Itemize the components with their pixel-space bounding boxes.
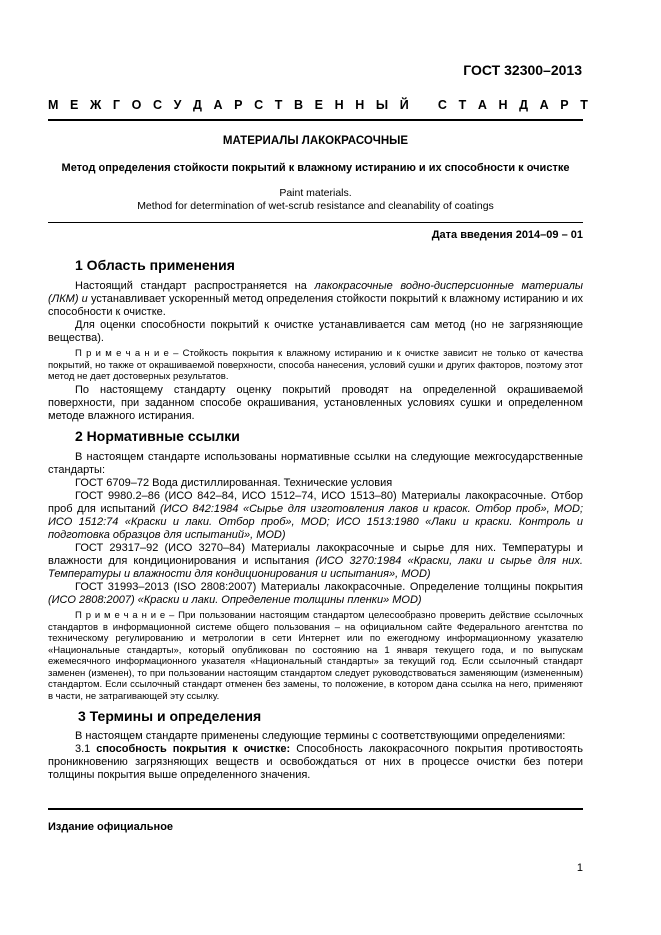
text-run: Настоящий стандарт распространяется на	[75, 280, 315, 292]
english-title-line2: Method for determination of wet-scrub resistance and cleanability of coatings	[137, 200, 494, 212]
section-1-paragraph-2: Для оценки способности покрытий к очистке устанавливается сам метод (но не загрязняющие вещества).	[48, 319, 583, 344]
banner-letter: Й	[399, 98, 409, 112]
reference-gost-9980	[48, 490, 583, 542]
note-text: Стойкость покрытия к влажному истиранию и к очистке зависит не только от качества покрытий, но также от окрашиваемой поверхности, способа нанесения, условий сушки и других факторов, поэтому этот метод не дает достоверных результатов.	[48, 348, 583, 382]
banner-letter: Ж	[89, 98, 102, 112]
text-run-italic: (ИСО 3270:1984 «Краски, лаки и сырье для них. Температуры и влажности для кондиционирования и испытания», MOD)	[48, 555, 583, 580]
banner-letter: Ы	[375, 98, 389, 112]
banner-letter: М	[48, 98, 59, 112]
section-2-heading: 2 Нормативные ссылки	[75, 428, 240, 444]
banner-letter: С	[437, 98, 447, 112]
reference-gost-29317	[48, 542, 583, 581]
text-run: устанавливает ускоренный метод определения стойкости покрытий к влажному истиранию и их способности к очистке.	[48, 293, 583, 318]
section-1-paragraph-3: По настоящему стандарту оценку покрытий проводят на определенной окрашиваемой поверхности, при заданном способе окрашивания, установленных условиях сушки и определенном методе влажного истирания.	[48, 384, 583, 422]
footer-rule	[48, 808, 583, 810]
text-run: ГОСТ 9980.2–86 (ИСО 842–84, ИСО 1512–74, ИСО 1513–80) Материалы лакокрасочные. Отбор проб для испытаний	[48, 490, 583, 515]
official-edition-label: Издание официальное	[48, 821, 174, 833]
section-1-paragraph-1	[48, 280, 583, 319]
term-number: 3.1	[75, 743, 97, 755]
header-rule	[48, 119, 583, 121]
section-3-paragraph-1: В настоящем стандарте применены следующие термины с соответствующими определениями:	[75, 730, 566, 742]
section-1-heading: 1 Область применения	[75, 257, 235, 273]
banner-letter: Р	[560, 98, 569, 112]
term-name: способность покрытия к очистке:	[96, 743, 291, 755]
banner-letter: А	[539, 98, 549, 112]
section-2-note	[48, 610, 583, 702]
banner-letter: Е	[314, 98, 323, 112]
banner-letter	[420, 98, 426, 112]
banner-letter: Д	[192, 98, 202, 112]
section-1-paragraph-3-block	[48, 384, 583, 423]
term-definition: Способность лакокрасочного покрытия противостоять проникновению загрязняющих веществ и освобождаться от них в процессе очистки без потери толщины покрытия выше определенного значения.	[48, 743, 583, 781]
text-run-italic: лакокрасочные водно-дисперсионные материалы (ЛКМ) и	[48, 280, 583, 305]
section-1-body	[48, 280, 583, 345]
section-3-heading: 3 Термины и определения	[78, 708, 262, 724]
text-run-italic: (ИСО 842:1984 «Сырье для изготовления лаков и красок. Отбор проб», MOD; ИСО 1512:74 «Краски и лаки. Отбор проб», MOD; ИСО 1513:1980 «Лаки и краски. Контроль и подготовка образцов для испытаний», MOD)	[48, 503, 583, 541]
section-3-body	[48, 730, 583, 782]
text-run-italic: (ИСО 2808:2007) «Краски и лаки. Определение толщины пленки» MOD)	[48, 594, 422, 606]
introduction-date: Дата введения 2014–09 – 01	[431, 229, 583, 241]
banner-letter: А	[213, 98, 223, 112]
banner-letter: Д	[519, 98, 528, 112]
banner-letter: С	[254, 98, 264, 112]
note-label: П р и м е ч а н и е –	[75, 348, 179, 359]
title-rule	[48, 222, 583, 223]
banner-letter: Н	[355, 98, 365, 112]
banner-letter: Р	[234, 98, 243, 112]
reference-gost-31993	[48, 581, 583, 607]
banner-letter: В	[293, 98, 304, 112]
banner-letter: Т	[274, 98, 283, 112]
document-title: МАТЕРИАЛЫ ЛАКОКРАСОЧНЫЕ	[222, 135, 409, 147]
section-2-body	[48, 451, 583, 607]
banner-letter: Т	[458, 98, 467, 112]
note-label: П р и м е ч а н и е –	[75, 610, 175, 621]
interstate-standard-banner	[48, 98, 588, 112]
banner-letter: Т	[580, 98, 588, 112]
banner-letter: С	[152, 98, 162, 112]
section-1-note	[48, 348, 583, 383]
note-text: При пользовании настоящим стандартом целесообразно проверить действие ссылочных стандартов в информационной системе общего пользования – на официальном сайте Федерального агентства по техническому регулированию и метрологии в сети Интернет или по ежегодному информационному указателю «Национальные стандарты», который опубликован по состоянию на 1 января текущего года, и по выпускам ежемесячного информационного указателя «Национальный стандарты» за текущий год. Если ссылочный стандарт заменен (изменен), то при пользовании настоящим стандартом следует руководствоваться заменяющим (измененным) стандартом. Если ссылочный стандарт отменен без замены, то положение, в котором дана ссылка на него, применяют в части, не затрагивающей эту ссылку.	[48, 610, 583, 702]
text-run: ГОСТ 31993–2013 (ISO 2808:2007) Материалы лакокрасочные. Определение толщины покрытия	[75, 581, 583, 593]
standard-number: ГОСТ 32300–2013	[463, 62, 582, 78]
banner-letter: А	[477, 98, 487, 112]
banner-letter: Г	[112, 98, 120, 112]
text-run: ГОСТ 29317–92 (ИСО 3270–84) Материалы лакокрасочные и сырье для них. Температуры и влажности для кондиционирования и испытания	[48, 542, 583, 567]
banner-letter: Е	[70, 98, 79, 112]
section-2-paragraph-1: В настоящем стандарте использованы нормативные ссылки на следующие межгосударственные стандарты:	[48, 451, 583, 476]
banner-letter: Н	[334, 98, 344, 112]
english-title-line1: Paint materials.	[279, 187, 352, 199]
reference-gost-6709: ГОСТ 6709–72 Вода дистиллированная. Технические условия	[75, 477, 393, 489]
banner-letter: У	[173, 98, 182, 112]
term-3-1	[48, 743, 583, 782]
banner-letter: Н	[498, 98, 508, 112]
document-subtitle: Метод определения стойкости покрытий к влажному истиранию и их способности к очистке	[61, 162, 570, 174]
banner-letter: О	[131, 98, 142, 112]
page-number: 1	[576, 862, 583, 874]
